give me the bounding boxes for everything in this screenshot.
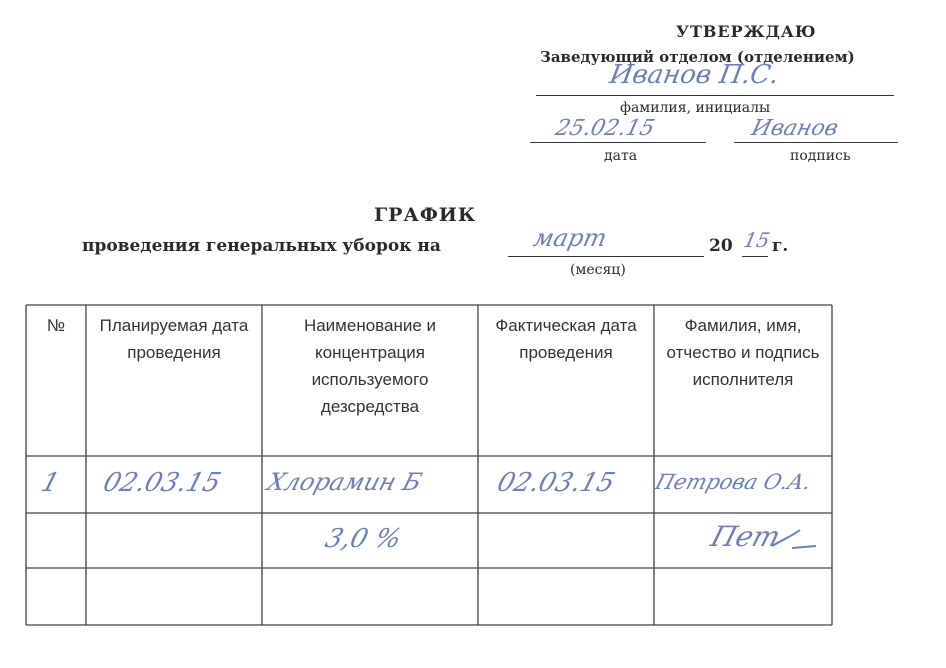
approval-signature: Иванов <box>748 116 841 141</box>
month-caption: (месяц) <box>570 262 626 278</box>
row-1-disinfectant: Хлорамин Б <box>263 468 425 496</box>
approval-position: Заведующий отделом (отделением) <box>540 48 855 66</box>
approval-date-line <box>530 142 706 143</box>
approval-signature-caption: подпись <box>790 148 851 164</box>
approver-name-handwritten: Иванов П.С. <box>607 60 782 90</box>
month-line <box>508 256 704 257</box>
signature-stroke-icon <box>770 526 818 556</box>
row-2-executor-signature: Пет <box>707 520 785 553</box>
column-header-planned-date: Планируемая дата проведения <box>99 316 249 362</box>
row-1-number: 1 <box>37 468 63 498</box>
year-handwritten: 15 <box>741 228 773 252</box>
column-header-disinfectant: Наименование и концентрация используемого дезсредства <box>303 316 437 416</box>
row-1-executor: Петрова О.А. <box>652 470 815 494</box>
year-suffix: г. <box>772 236 789 256</box>
column-header-actual-date: Фактическая дата проведения <box>495 316 637 362</box>
column-header-executor: Фамилия, имя, отчество и подпись исполнителя <box>666 316 820 389</box>
column-header-number: № <box>46 316 66 335</box>
row-2-disinfectant-concentration: 3,0 % <box>321 524 405 554</box>
row-1-actual-date: 02.03.15 <box>493 468 619 498</box>
approval-signature-line <box>734 142 898 143</box>
document-subtitle: проведения генеральных уборок на <box>82 236 441 256</box>
approver-name-caption: фамилия, инициалы <box>620 100 771 116</box>
approval-date-caption: дата <box>604 148 638 164</box>
year-line <box>742 256 768 257</box>
year-prefix: 20 <box>709 236 733 256</box>
month-handwritten: март <box>531 224 610 252</box>
approver-name-line <box>536 95 894 96</box>
approval-date-handwritten: 25.02.15 <box>552 116 658 141</box>
row-1-planned-date: 02.03.15 <box>99 468 225 498</box>
approval-title: УТВЕРЖДАЮ <box>676 22 817 41</box>
document-title: ГРАФИК <box>374 204 477 226</box>
